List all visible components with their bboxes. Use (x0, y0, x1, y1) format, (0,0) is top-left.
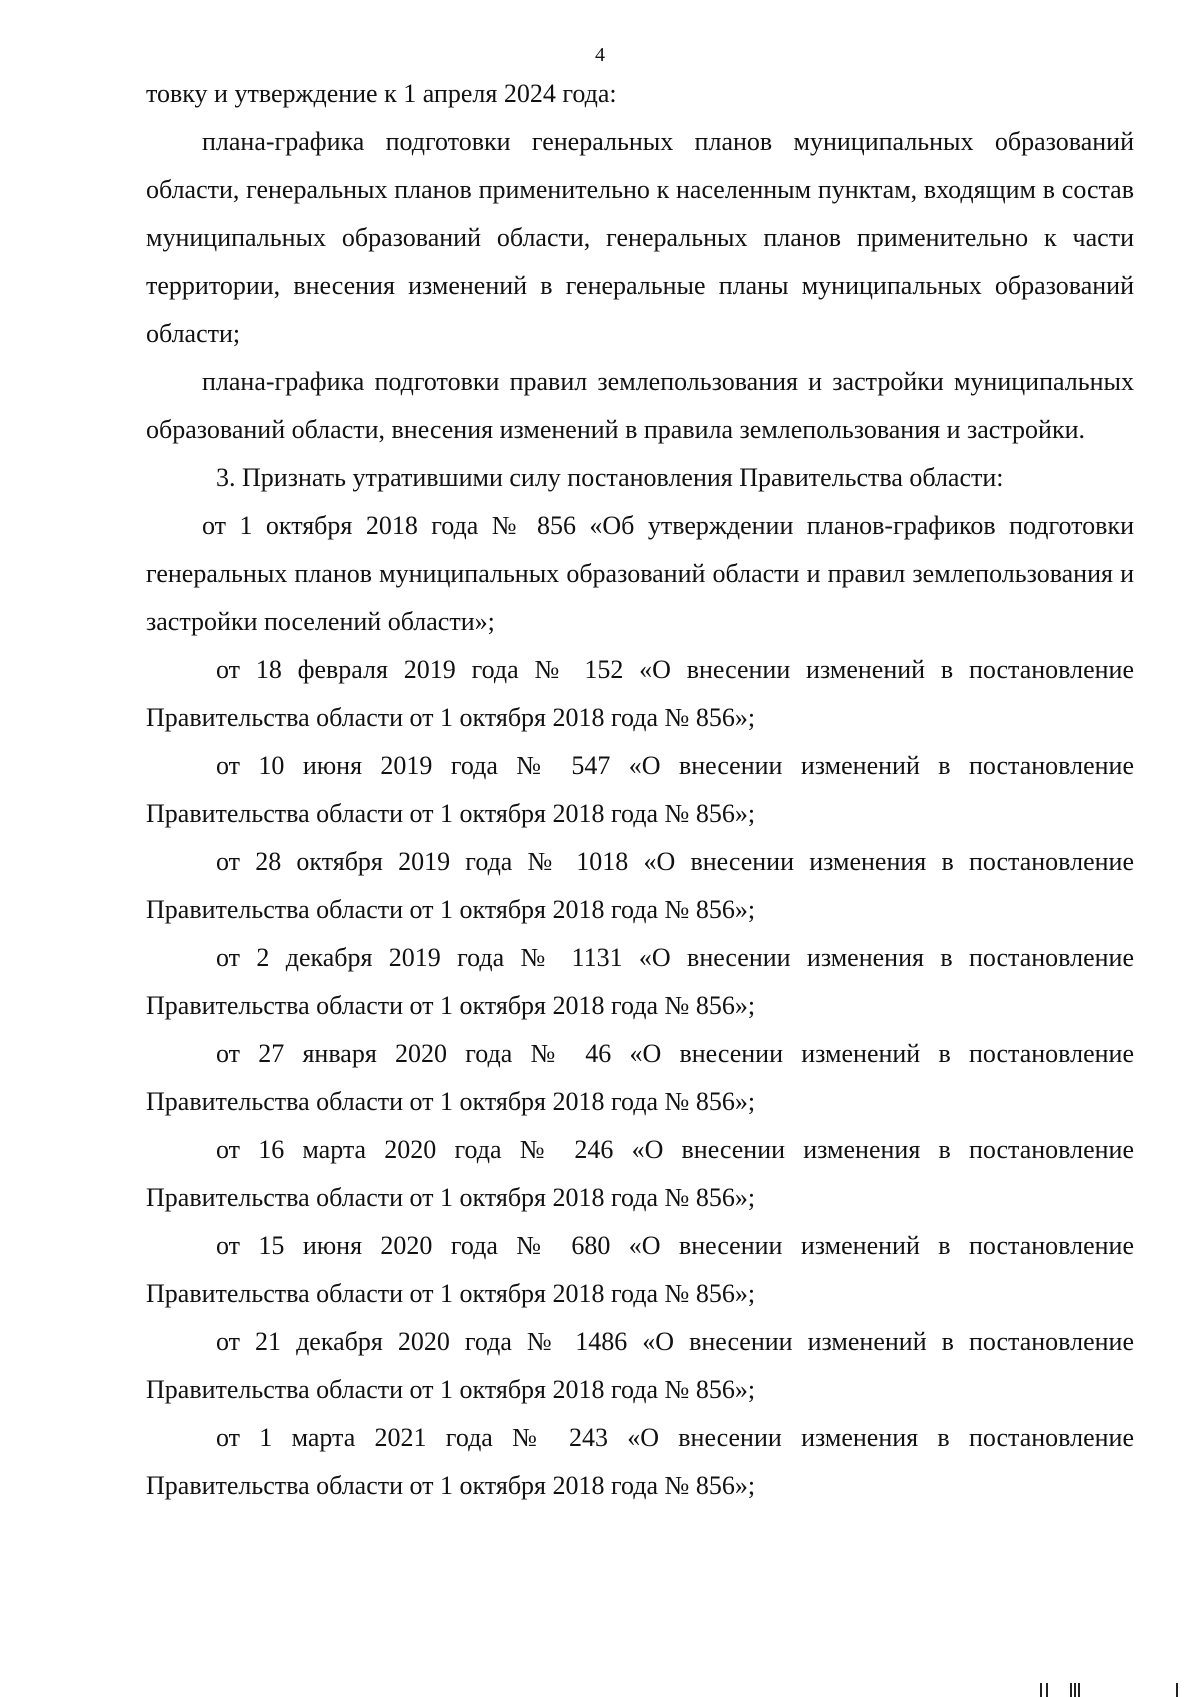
scan-artifact-mark (1070, 1683, 1072, 1697)
list-item-resolution: от 16 марта 2020 года № 246 «О внесении изменения в постановление Правительства области от 1 октября 2018 года № 856»; (146, 1135, 1134, 1212)
paragraph-land-use-rules-schedule: плана-графика подготовки правил землепользования и застройки муниципальных образований области, внесения изменений в правила землепользования и застройки. (146, 367, 1134, 444)
list-item-resolution: от 15 июня 2020 года № 680 «О внесении изменений в постановление Правительства области от 1 октября 2018 года № 856»; (146, 1231, 1134, 1308)
paragraph-continuation: товку и утверждение к 1 апреля 2024 года: (146, 79, 617, 108)
list-item-resolution: от 1 марта 2021 года № 243 «О внесении изменения в постановление Правительства области от 1 октября 2018 года № 856»; (146, 1423, 1134, 1500)
paragraph-item-3-heading: 3. Признать утратившими силу постановления Правительства области: (216, 463, 1004, 492)
list-item-resolution: от 10 июня 2019 года № 547 «О внесении изменений в постановление Правительства области от 1 октября 2018 года № 856»; (146, 751, 1134, 828)
scan-artifact-mark (1040, 1683, 1042, 1697)
scan-artifact-mark (1074, 1683, 1076, 1697)
scan-artifact-mark (1046, 1683, 1048, 1697)
document-body (146, 70, 1134, 1510)
list-item-resolution: от 28 октября 2019 года № 1018 «О внесении изменения в постановление Правительства области от 1 октября 2018 года № 856»; (146, 847, 1134, 924)
scan-artifact-mark (1078, 1683, 1080, 1697)
list-item-resolution: от 2 декабря 2019 года № 1131 «О внесении изменения в постановление Правительства области от 1 октября 2018 года № 856»; (146, 943, 1134, 1020)
scan-artifact-mark (1176, 1683, 1178, 1697)
list-item-resolution: от 21 декабря 2020 года № 1486 «О внесении изменений в постановление Правительства области от 1 октября 2018 года № 856»; (146, 1327, 1134, 1404)
list-item-resolution: от 1 октября 2018 года № 856 «Об утверждении планов-графиков подготовки генеральных планов муниципальных образований области и правил землепользования и застройки поселений области»; (146, 511, 1134, 636)
page-number: 4 (595, 44, 605, 66)
list-item-resolution: от 27 января 2020 года № 46 «О внесении изменений в постановление Правительства области от 1 октября 2018 года № 856»; (146, 1039, 1134, 1116)
paragraph-general-plans-schedule: плана-графика подготовки генеральных планов муниципальных образований области, генеральных планов применительно к населенным пунктам, входящим в состав муниципальных образований области, генеральных планов применительно к части территории, внесения изменений в генеральные планы муниципальных образований области; (146, 127, 1134, 348)
list-item-resolution: от 18 февраля 2019 года № 152 «О внесении изменений в постановление Правительства области от 1 октября 2018 года № 856»; (146, 655, 1134, 732)
